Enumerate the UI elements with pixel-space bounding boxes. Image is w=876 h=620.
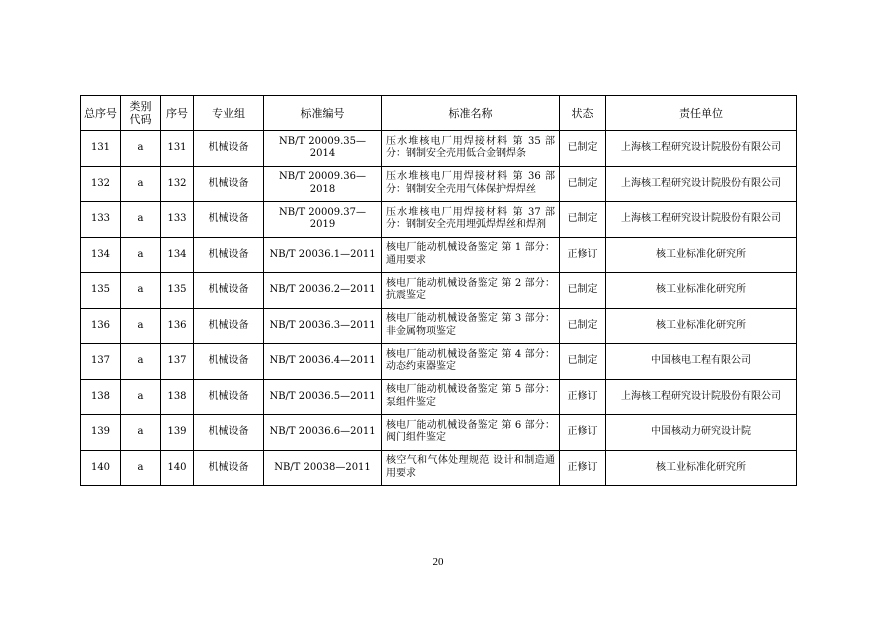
- cell-std-name: 核电厂能动机械设备鉴定 第 2 部分：抗震鉴定: [382, 273, 560, 309]
- cell-group: 机械设备: [194, 379, 264, 415]
- cell-group: 机械设备: [194, 237, 264, 273]
- cell-seq-no: 135: [161, 273, 194, 309]
- cell-std-no: NB/T 20009.36—2018: [264, 166, 382, 202]
- cell-total-no: 138: [81, 379, 121, 415]
- cell-std-no: NB/T 20036.5—2011: [264, 379, 382, 415]
- table-row: [81, 237, 797, 273]
- cell-category-code: a: [121, 344, 161, 380]
- table-row: [81, 131, 797, 167]
- cell-status: 已制定: [560, 166, 606, 202]
- cell-category-code: a: [121, 131, 161, 167]
- table-row: [81, 344, 797, 380]
- cell-unit: 中国核动力研究设计院: [606, 415, 797, 451]
- cell-unit: 核工业标准化研究所: [606, 308, 797, 344]
- cell-total-no: 136: [81, 308, 121, 344]
- cell-total-no: 139: [81, 415, 121, 451]
- cell-category-code: a: [121, 166, 161, 202]
- cell-unit: 上海核工程研究设计院股份有限公司: [606, 131, 797, 167]
- cell-std-no: NB/T 20036.2—2011: [264, 273, 382, 309]
- cell-std-name: 压水堆核电厂用焊接材料 第 35 部分：钢制安全壳用低合金钢焊条: [382, 131, 560, 167]
- cell-group: 机械设备: [194, 344, 264, 380]
- table-row: [81, 273, 797, 309]
- cell-category-code: a: [121, 273, 161, 309]
- cell-total-no: 140: [81, 450, 121, 486]
- cell-unit: 核工业标准化研究所: [606, 237, 797, 273]
- cell-std-name: 核电厂能动机械设备鉴定 第 6 部分：阀门组件鉴定: [382, 415, 560, 451]
- cell-category-code: a: [121, 415, 161, 451]
- cell-unit: 中国核电工程有限公司: [606, 344, 797, 380]
- cell-category-code: a: [121, 308, 161, 344]
- cell-std-name: 压水堆核电厂用焊接材料 第 36 部分：钢制安全壳用气体保护焊焊丝: [382, 166, 560, 202]
- header-std-name: 标准名称: [382, 96, 560, 131]
- cell-total-no: 134: [81, 237, 121, 273]
- cell-std-no: NB/T 20036.1—2011: [264, 237, 382, 273]
- header-group: 专业组: [194, 96, 264, 131]
- cell-std-name: 核电厂能动机械设备鉴定 第 5 部分：泵组件鉴定: [382, 379, 560, 415]
- cell-std-no: NB/T 20036.6—2011: [264, 415, 382, 451]
- cell-group: 机械设备: [194, 166, 264, 202]
- cell-status: 正修订: [560, 450, 606, 486]
- table-row: [81, 166, 797, 202]
- cell-seq-no: 139: [161, 415, 194, 451]
- cell-total-no: 132: [81, 166, 121, 202]
- cell-seq-no: 131: [161, 131, 194, 167]
- cell-std-no: NB/T 20036.3—2011: [264, 308, 382, 344]
- cell-group: 机械设备: [194, 415, 264, 451]
- cell-std-no: NB/T 20009.37—2019: [264, 202, 382, 238]
- cell-category-code: a: [121, 202, 161, 238]
- cell-std-name: 核电厂能动机械设备鉴定 第 4 部分：动态约束器鉴定: [382, 344, 560, 380]
- page-number: 20: [432, 556, 444, 568]
- cell-status: 已制定: [560, 202, 606, 238]
- header-total-no: 总序号: [81, 96, 121, 131]
- cell-total-no: 131: [81, 131, 121, 167]
- standards-table: [80, 95, 797, 486]
- cell-std-no: NB/T 20036.4—2011: [264, 344, 382, 380]
- cell-seq-no: 140: [161, 450, 194, 486]
- header-unit: 责任单位: [606, 96, 797, 131]
- cell-total-no: 137: [81, 344, 121, 380]
- cell-seq-no: 132: [161, 166, 194, 202]
- table-header-row: [81, 96, 797, 131]
- cell-std-no: NB/T 20009.35—2014: [264, 131, 382, 167]
- cell-status: 正修订: [560, 415, 606, 451]
- table-row: [81, 379, 797, 415]
- cell-unit: 核工业标准化研究所: [606, 273, 797, 309]
- cell-seq-no: 133: [161, 202, 194, 238]
- cell-total-no: 135: [81, 273, 121, 309]
- cell-category-code: a: [121, 379, 161, 415]
- cell-unit: 上海核工程研究设计院股份有限公司: [606, 379, 797, 415]
- cell-unit: 上海核工程研究设计院股份有限公司: [606, 202, 797, 238]
- cell-std-name: 核电厂能动机械设备鉴定 第 3 部分：非金属物项鉴定: [382, 308, 560, 344]
- cell-category-code: a: [121, 237, 161, 273]
- cell-unit: 上海核工程研究设计院股份有限公司: [606, 166, 797, 202]
- table-row: [81, 415, 797, 451]
- cell-seq-no: 136: [161, 308, 194, 344]
- cell-std-no: NB/T 20038—2011: [264, 450, 382, 486]
- cell-category-code: a: [121, 450, 161, 486]
- cell-group: 机械设备: [194, 308, 264, 344]
- cell-group: 机械设备: [194, 273, 264, 309]
- cell-group: 机械设备: [194, 131, 264, 167]
- cell-seq-no: 138: [161, 379, 194, 415]
- cell-seq-no: 134: [161, 237, 194, 273]
- table-row: [81, 308, 797, 344]
- cell-std-name: 核空气和气体处理规范 设计和制造通用要求: [382, 450, 560, 486]
- table-row: [81, 202, 797, 238]
- header-std-no: 标准编号: [264, 96, 382, 131]
- cell-status: 正修订: [560, 379, 606, 415]
- cell-group: 机械设备: [194, 202, 264, 238]
- cell-total-no: 133: [81, 202, 121, 238]
- header-seq-no: 序号: [161, 96, 194, 131]
- cell-status: 已制定: [560, 273, 606, 309]
- cell-status: 已制定: [560, 308, 606, 344]
- cell-std-name: 核电厂能动机械设备鉴定 第 1 部分：通用要求: [382, 237, 560, 273]
- cell-status: 已制定: [560, 344, 606, 380]
- header-category-code: 类别 代码: [121, 96, 161, 131]
- header-status: 状态: [560, 96, 606, 131]
- cell-group: 机械设备: [194, 450, 264, 486]
- cell-seq-no: 137: [161, 344, 194, 380]
- cell-unit: 核工业标准化研究所: [606, 450, 797, 486]
- cell-std-name: 压水堆核电厂用焊接材料 第 37 部分：钢制安全壳用埋弧焊焊丝和焊剂: [382, 202, 560, 238]
- cell-status: 已制定: [560, 131, 606, 167]
- table-row: [81, 450, 797, 486]
- cell-status: 正修订: [560, 237, 606, 273]
